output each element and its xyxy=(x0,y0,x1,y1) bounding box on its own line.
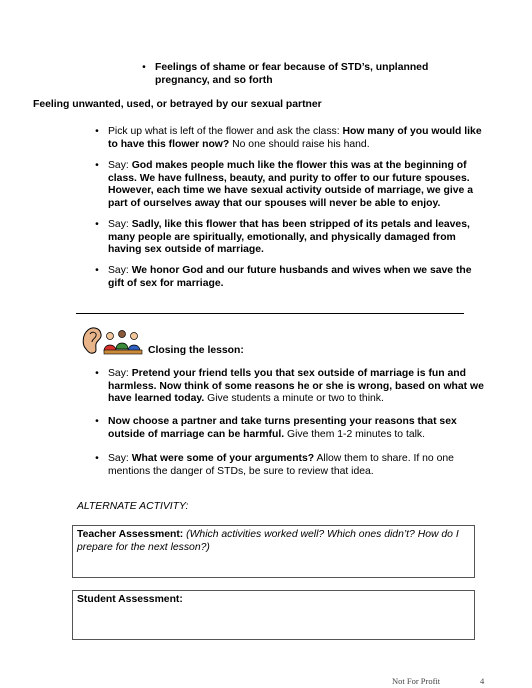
bullet-arguments xyxy=(95,453,484,478)
bullet-pretend-friend xyxy=(95,368,484,406)
closing-heading-text: Closing the lesson: xyxy=(148,345,244,356)
section-divider xyxy=(76,313,464,314)
bullet-bold: Pretend your friend tells you that sex outside of marriage is fun and harmless. Now think of some reasons he or she is wrong, based on what we have learned today. xyxy=(108,368,484,405)
bullet-lead: Say: xyxy=(108,368,132,379)
bullet-lead: Say: xyxy=(108,160,132,171)
bullet-bold: Sadly, like this flower that has been stripped of its petals and leaves, many people are spiritually, emotionally, and physically damaged from having sex outside of marriage. xyxy=(108,219,470,256)
bullet-dot: • xyxy=(95,126,99,137)
bullet-stripped-flower xyxy=(95,219,484,257)
bullet-bold: What were some of your arguments? xyxy=(131,453,315,464)
bullet-lead: Pick up what is left of the flower and ask the class: xyxy=(108,126,343,137)
bullet-dot: • xyxy=(95,265,99,276)
bullet-god-flower xyxy=(95,160,484,210)
bullet-choose-partner xyxy=(95,416,484,441)
bullet-bold: We honor God and our future husbands and wives when we save the gift of sex for marriage. xyxy=(108,265,472,289)
bullet-bold: Now choose a partner and take turns presenting your reasons that sex outside of marriage can be harmful. xyxy=(108,416,457,440)
bullet-tail: No one should raise his hand. xyxy=(229,138,370,150)
bullet-lead: Say: xyxy=(108,453,132,464)
alternate-activity: ALTERNATE ACTIVITY: xyxy=(77,501,189,512)
section-heading-text: Feeling unwanted, used, or betrayed by our sexual partner xyxy=(33,99,322,110)
listening-ear-and-students-icon xyxy=(80,325,146,357)
student-assessment-label: Student Assessment: xyxy=(77,594,183,605)
bullet-dot: • xyxy=(142,62,146,73)
teacher-assessment-prompt: (Which activities worked well? Which ones didn’t? How do I prepare for the next lesson?) xyxy=(77,529,459,553)
bullet-bold: How many of you would like to have this flower now? xyxy=(108,126,482,150)
footer-text: Not For Profit xyxy=(392,676,441,686)
bullet-dot: • xyxy=(95,160,99,171)
bullet-dot: • xyxy=(95,219,99,230)
bullet-tail: Give students a minute or two to think. xyxy=(204,393,384,405)
bullet-honor-god xyxy=(95,265,484,290)
bullet-bold: God makes people much like the flower this was at the beginning of class. We have fullness, beauty, and purity to offer to our future spouses. However, each time we have sexual activity outside of marriage, we give a part of ourselves away that our spouses will never be able to enjoy. xyxy=(108,160,473,209)
bullet-dot: • xyxy=(95,453,99,464)
teacher-assessment-box[interactable] xyxy=(72,525,475,578)
bullet-dot: • xyxy=(95,416,99,427)
bullet-tail: Allow them to share. If no one mentions the danger of STDs, be sure to review that idea. xyxy=(108,453,454,477)
bullet-lead: Say: xyxy=(108,219,132,230)
top-bullet xyxy=(142,62,445,87)
bullet-flower-question xyxy=(95,126,484,151)
section-heading xyxy=(33,99,493,112)
closing-heading xyxy=(148,345,348,358)
student-assessment-box[interactable] xyxy=(72,590,475,640)
top-bullet-text: Feelings of shame or fear because of STD’s, unplanned pregnancy, and so forth xyxy=(155,62,429,86)
teacher-assessment-label: Teacher Assessment: xyxy=(77,529,184,540)
page-number: 4 xyxy=(480,676,485,686)
bullet-tail: Give them 1-2 minutes to talk. xyxy=(284,428,426,440)
bullet-dot: • xyxy=(95,368,99,379)
bullet-lead: Say: xyxy=(108,265,132,276)
